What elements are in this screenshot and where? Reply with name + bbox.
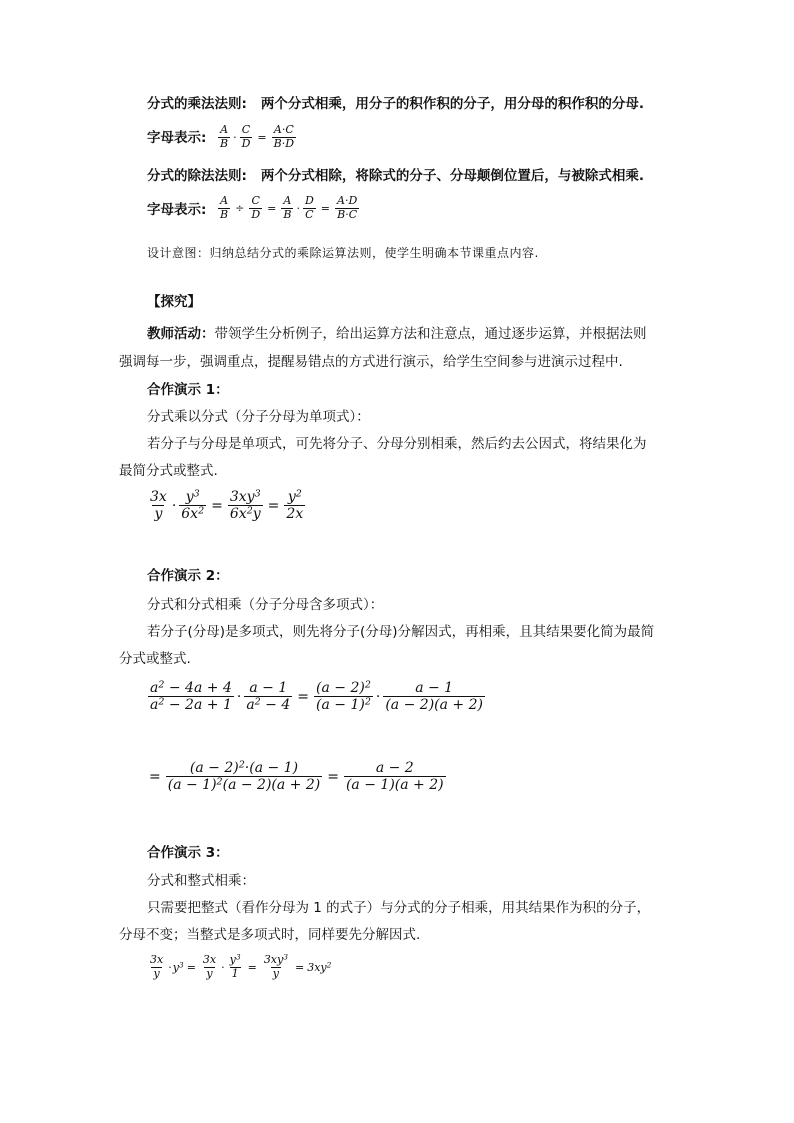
div-rule-title: 分式的除法法则: [147, 168, 247, 184]
mul-rule-line [147, 94, 644, 114]
demo1-subtitle: 分式乘以分式（分子分母为单项式）： [147, 409, 370, 425]
teacher-activity-text-1: 带领学生分析例子，给出运算方法和注意点，通过逐步运算，并根据法则 [214, 326, 647, 342]
demo1-text-1: 若分子与分母是单项式，可先将分子、分母分别相乘，然后约去公因式，将结果化为 [147, 436, 647, 452]
demo2-text-2: 分式或整式. [119, 651, 191, 667]
demo3-text-2: 分母不变；当整式是多项式时，同样要先分解因式. [119, 927, 421, 943]
mul-rule-title: 分式的乘法法则: [147, 96, 247, 112]
mul-rule-text: 两个分式相乘，用分子的积作积的分子，用分母的积作积的分母. [260, 96, 645, 112]
teacher-activity-line-1 [147, 324, 647, 344]
design-intent: 设计意图：归纳总结分式的乘除运算法则，使学生明确本节课重点内容. [147, 246, 539, 260]
demo1-title: 合作演示 1： [147, 382, 229, 398]
demo2-subtitle: 分式和分式相乘（分子分母含多项式）： [147, 597, 384, 613]
div-rule-line [147, 166, 644, 186]
demo2-text-1: 若分子(分母)是多项式，则先将分子(分母)分解因式，再相乘，且其结果要化简为最简 [147, 624, 655, 640]
demo2-title: 合作演示 2： [147, 568, 229, 584]
teacher-activity-label: 教师活动： [147, 326, 215, 342]
demo1-formula: $\frac{3x}{y}$ · $\frac{y^3}{6x^2}$ = $\frac{3xy^3}{6x^2y}$ = $\frac{y^2}{2x}$ [150, 488, 304, 523]
demo1-text-2: 最简分式或整式. [119, 463, 218, 479]
mul-symbol-label: 字母表示: [147, 130, 207, 146]
demo3-formula: $\frac{3x}{y}$ $\cdot y^3$ = $\frac{3x}{y}$ · $\frac{y^3}{1}$ = $\frac{3xy^3}{y}$ = $3xy^2$ [150, 952, 332, 980]
demo3-text-1: 只需要把整式（看作分母为 1 的式子）与分式的分子相乘，用其结果作为积的分子， [147, 900, 651, 916]
mul-rule-formula: $\frac{A}{B}$ · $\frac{C}{D}$ = $\frac{A\cdot C}{B\cdot D}$ [220, 123, 295, 150]
demo3-title: 合作演示 3： [147, 845, 229, 861]
demo2-formula-step-2: = $\frac{(a - 2)^2\cdot(a - 1)}{(a - 1)^2(a - 2)(a + 2)}$ = $\frac{a - 2}{(a - 1)(a + 2)}$ [149, 759, 444, 794]
div-rule-formula: $\frac{A}{B}$ ÷ $\frac{C}{D}$ = $\frac{A}{B}$ · $\frac{D}{C}$ = $\frac{A\cdot D}{B\cdot C}$ [220, 194, 358, 221]
demo2-formula-step-1: $\frac{a^2 - 4a + 4}{a^2 - 2a + 1}$ · $\frac{a - 1}{a^2 - 4}$ = $\frac{(a - 2)^2}{(a - 1)^2}$ · $\frac{a - 1}{(a - 2)(a + 2)}$ [150, 679, 483, 714]
teacher-activity-line-2: 强调每一步，强调重点，提醒易错点的方式进行演示，给学生空间参与进演示过程中. [119, 354, 623, 370]
div-symbol-label: 字母表示: [147, 202, 207, 218]
div-rule-text: 两个分式相除，将除式的分子、分母颠倒位置后，与被除式相乘. [260, 168, 645, 184]
demo3-subtitle: 分式和整式相乘： [147, 873, 255, 889]
explore-heading: 【探究】 [147, 294, 201, 310]
